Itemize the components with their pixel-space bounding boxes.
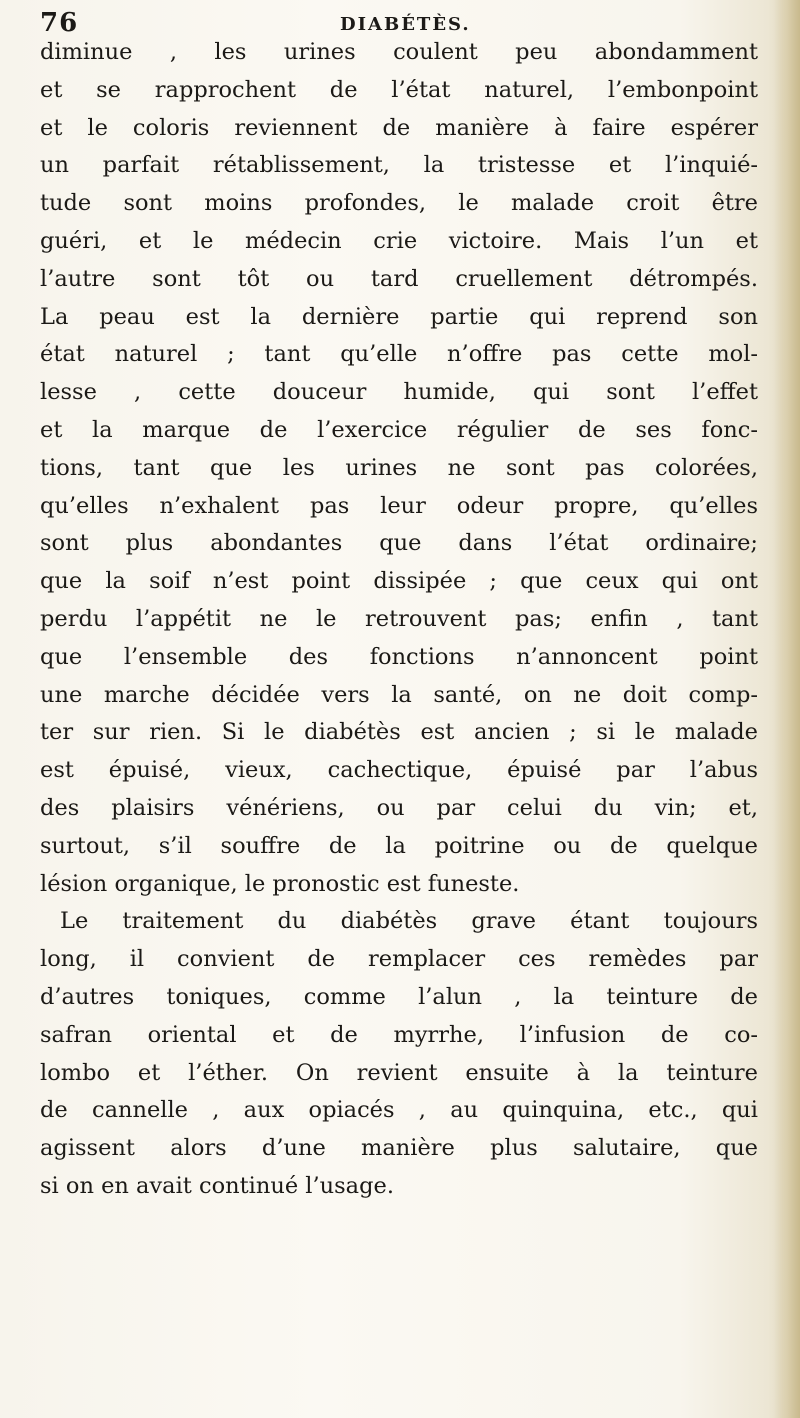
text-line: agissent alors d’une manière plus salutaire, que: [40, 1135, 758, 1162]
text-line: une marche décidée vers la santé, on ne doit comp-: [40, 681, 758, 708]
text-line: un parfait rétablissement, la tristesse et l’inquié-: [40, 152, 758, 179]
text-line: tude sont moins profondes, le malade croit être: [40, 190, 758, 217]
text-line: état naturel ; tant qu’elle n’offre pas cette mol-: [40, 341, 758, 368]
text-line: de cannelle , aux opiacés , au quinquina, etc., qui: [40, 1097, 758, 1124]
text-line: lesse , cette douceur humide, qui sont l’effet: [40, 379, 758, 406]
text-line: diminue , les urines coulent peu abondamment: [40, 39, 758, 65]
text-line: perdu l’appétit ne le retrouvent pas; enfin , tant: [40, 605, 758, 632]
text-line: surtout, s’il souffre de la poitrine ou de quelque: [40, 832, 758, 859]
text-line: safran oriental et de myrrhe, l’infusion de co-: [40, 1021, 758, 1048]
text-line: long, il convient de remplacer ces remèdes par: [40, 946, 758, 973]
text-line: La peau est la dernière partie qui reprend son: [40, 303, 758, 330]
text-line: l’autre sont tôt ou tard cruellement détrompés.: [40, 265, 758, 292]
text-line: guéri, et le médecin crie victoire. Mais l’un et: [40, 227, 758, 254]
text-line: si on en avait continué l’usage.: [40, 1172, 394, 1199]
text-line: ter sur rien. Si le diabétès est ancien ; si le malade: [40, 719, 758, 746]
text-line: Le traitement du diabétès grave étant toujours: [60, 908, 758, 935]
page-number: 76: [40, 8, 79, 38]
text-line: d’autres toniques, comme l’alun , la teinture de: [40, 983, 758, 1010]
page-edge-shadow: [774, 0, 800, 1418]
text-line: lésion organique, le pronostic est funeste.: [40, 870, 520, 897]
text-line: que l’ensemble des fonctions n’annoncent point: [40, 643, 758, 670]
text-line: que la soif n’est point dissipée ; que ceux qui ont: [40, 568, 758, 595]
text-line: qu’elles n’exhalent pas leur odeur propre, qu’elles: [40, 492, 758, 519]
text-line: et le coloris reviennent de manière à faire espérer: [40, 114, 758, 141]
text-line: est épuisé, vieux, cachectique, épuisé par l’abus: [40, 757, 758, 784]
text-line: et la marque de l’exercice régulier de ses fonc-: [40, 416, 758, 443]
text-line: tions, tant que les urines ne sont pas colorées,: [40, 454, 758, 481]
text-line: sont plus abondantes que dans l’état ordinaire;: [40, 530, 758, 557]
body-text: [40, 34, 758, 1206]
text-line: des plaisirs vénériens, ou par celui du vin; et,: [40, 794, 758, 821]
running-head: DIABÉTÈS.: [340, 14, 471, 35]
text-line: et se rapprochent de l’état naturel, l’embonpoint: [40, 76, 758, 103]
text-line: lombo et l’éther. On revient ensuite à la teinture: [40, 1059, 758, 1086]
